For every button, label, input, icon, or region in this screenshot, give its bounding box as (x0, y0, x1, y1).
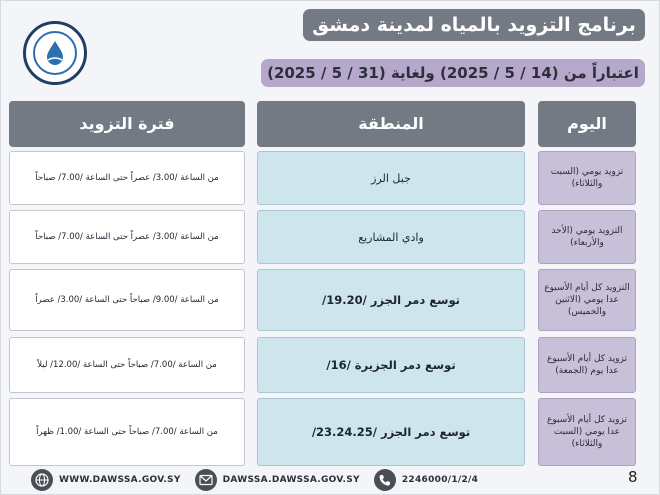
phone-icon (374, 469, 396, 491)
table-row-area: وادي المشاريع (257, 210, 525, 264)
page-title: برنامج التزويد بالمياه لمدينة دمشق (303, 9, 645, 41)
table-row-day: تزويد كل أيام الأسبوع عدا يوم (الجمعة) (538, 337, 636, 393)
organization-logo (23, 21, 87, 85)
table-row-day: تزويد كل أيام الأسبوع عدا يومي (السبت والثلاثاء) (538, 398, 636, 466)
page-number: 8 (628, 468, 638, 486)
footer-phone (374, 469, 478, 491)
table-row-area: توسع دمر الجزر /23.24.25/ (257, 398, 525, 466)
mail-icon (195, 469, 217, 491)
column-header-period: فترة التزويد (9, 101, 245, 147)
footer-website (31, 469, 181, 491)
table-row-area: توسع دمر الجزر /19.20/ (257, 269, 525, 331)
table-row-area: جبل الرز (257, 151, 525, 205)
table-row-day: التزويد كل أيام الأسبوع عدا يومي (الاثنين والخميس) (538, 269, 636, 331)
water-drop-icon (33, 31, 77, 75)
table-row-period: من الساعة /3.00/ عصراً حتى الساعة /7.00/ صباحاً (9, 151, 245, 205)
table-row-period: من الساعة /7.00/ صباحاً حتى الساعة /1.00/ ظهراً (9, 398, 245, 466)
table-row-area: توسع دمر الجزيرة /16/ (257, 337, 525, 393)
date-range-banner: اعتباراً من (14 / 5 / 2025) ولغاية (31 / 5 / 2025) (261, 59, 645, 87)
contact-footer (31, 467, 479, 493)
website-text: WWW.DAWSSA.GOV.SY (59, 475, 181, 485)
column-header-day: اليوم (538, 101, 636, 147)
table-row-period: من الساعة /7.00/ صباحاً حتى الساعة /12.00/ ليلاً (9, 337, 245, 393)
footer-email (195, 469, 360, 491)
column-header-area: المنطقة (257, 101, 525, 147)
phone-text: 2246000/1/2/4 (401, 475, 479, 485)
email-text: DAWSSA.DAWSSA.GOV.SY (222, 475, 360, 485)
table-row-period: من الساعة /9.00/ صباحاً حتى الساعة /3.00/ عصراً (9, 269, 245, 331)
table-row-day: تزويد يومي (السبت والثلاثاء) (538, 151, 636, 205)
globe-icon (31, 469, 53, 491)
table-row-period: من الساعة /3.00/ عصراً حتى الساعة /7.00/ صباحاً (9, 210, 245, 264)
table-row-day: التزويد يومي (الأحد والأربعاء) (538, 210, 636, 264)
